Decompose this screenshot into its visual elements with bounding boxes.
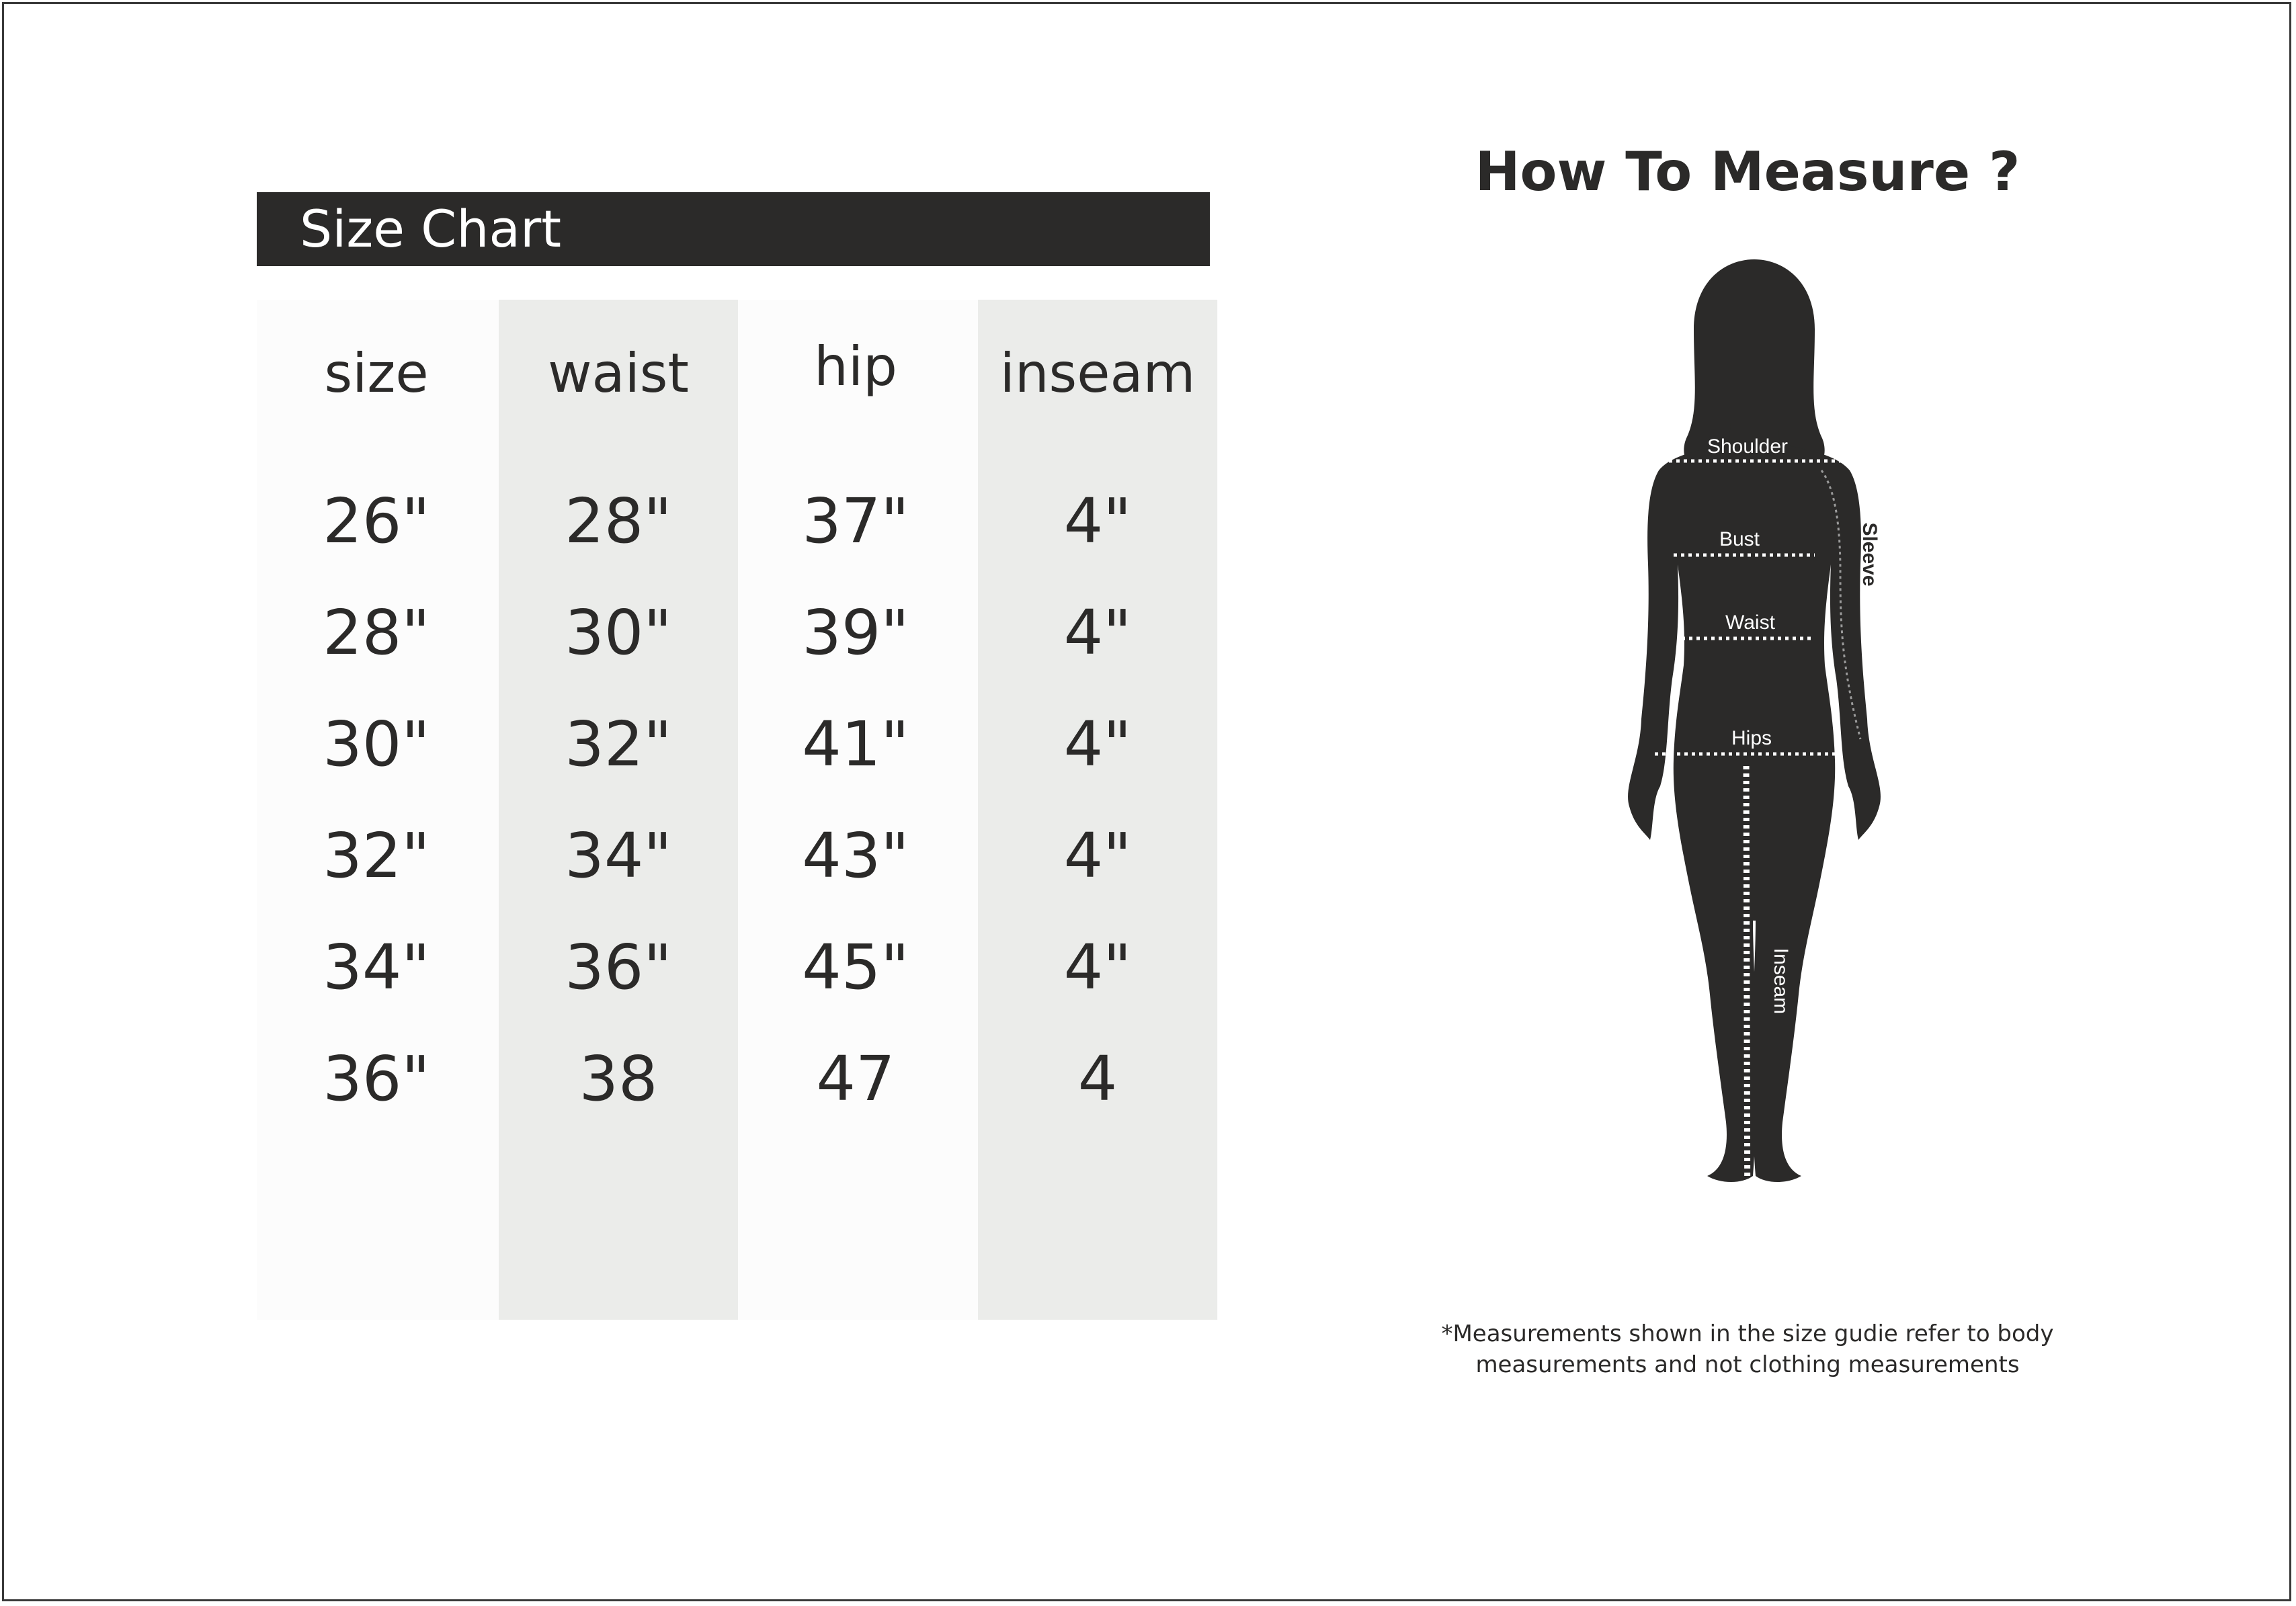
measurement-note xyxy=(1398,1318,2097,1380)
waist-label: Waist xyxy=(1725,611,1775,634)
size-column xyxy=(257,300,496,1320)
inseam-column xyxy=(978,300,1217,1320)
sleeve-label: Sleeve xyxy=(1858,522,1881,587)
table-cell: 28" xyxy=(565,485,672,557)
size-chart-header xyxy=(257,192,1210,266)
table-cell: 4" xyxy=(1063,820,1132,892)
column-header-inseam: inseam xyxy=(999,342,1196,405)
table-cell: 43" xyxy=(802,820,909,892)
column-header-waist: waist xyxy=(548,342,689,405)
table-cell: 38 xyxy=(579,1043,658,1115)
table-cell: 32" xyxy=(323,820,430,892)
table-cell: 45" xyxy=(802,931,909,1003)
column-header-size: size xyxy=(324,342,429,405)
table-cell: 34" xyxy=(323,931,430,1003)
measurement-note-line-1: *Measurements shown in the size gudie refer to body xyxy=(1441,1320,2054,1347)
table-cell: 4" xyxy=(1063,931,1132,1003)
table-cell: 39" xyxy=(802,597,909,669)
table-cell: 4 xyxy=(1077,1043,1118,1115)
table-cell: 41" xyxy=(802,708,909,780)
table-cell: 34" xyxy=(565,820,672,892)
size-chart-title: Size Chart xyxy=(300,199,562,259)
table-cell: 4" xyxy=(1063,708,1132,780)
inseam-label: Inseam xyxy=(1770,947,1792,1015)
table-cell: 26" xyxy=(323,485,430,557)
table-cell: 30" xyxy=(565,597,672,669)
table-cell: 47 xyxy=(816,1043,895,1115)
shoulder-label: Shoulder xyxy=(1707,435,1789,458)
table-cell: 4" xyxy=(1063,597,1132,669)
table-cell: 30" xyxy=(323,708,430,780)
measurement-note-line-2: measurements and not clothing measurements xyxy=(1475,1351,2020,1378)
column-header-hip: hip xyxy=(814,335,897,398)
table-cell: 28" xyxy=(323,597,430,669)
table-cell: 37" xyxy=(802,485,909,557)
size-table xyxy=(257,300,1218,1320)
body-silhouette-illustration xyxy=(1586,249,1922,1277)
how-to-measure-title: How To Measure ? xyxy=(1475,140,2020,203)
table-cell: 4" xyxy=(1063,485,1132,557)
bust-label: Bust xyxy=(1719,528,1760,550)
table-cell: 36" xyxy=(323,1043,430,1115)
hips-label: Hips xyxy=(1731,727,1772,749)
waist-column xyxy=(499,300,738,1320)
hip-column xyxy=(736,300,975,1320)
table-cell: 36" xyxy=(565,931,672,1003)
table-cell: 32" xyxy=(565,708,672,780)
